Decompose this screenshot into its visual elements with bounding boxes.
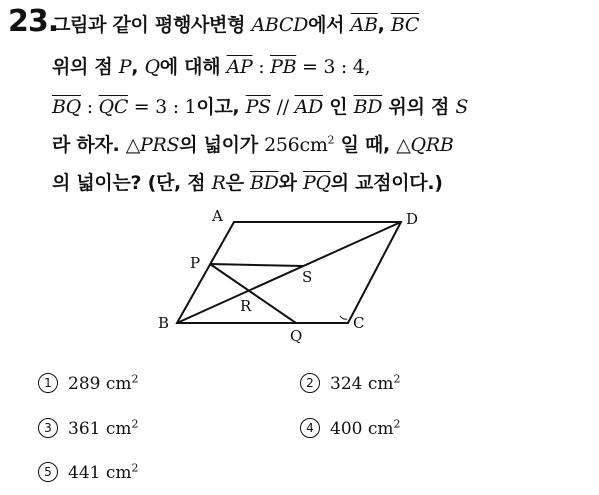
area-value: 256 [264, 134, 300, 156]
segment-ad: $\overline{AD}$ [294, 96, 323, 118]
colon: : [252, 56, 271, 78]
text: 은 [225, 172, 250, 194]
segment-bd: $\overline{BD}$ [250, 172, 279, 194]
choice-value: 361 [68, 419, 101, 439]
question-number: 23. [8, 4, 59, 39]
choice-unit: cm [105, 463, 132, 483]
choice-unit: cm [367, 374, 394, 394]
text: 에서 [308, 14, 351, 36]
question-line-2 [52, 52, 370, 79]
segment-ps-line [210, 264, 303, 266]
question-line-5 [52, 168, 443, 195]
segment-bd: $\overline{BD}$ [353, 96, 383, 118]
diagonal-bd [177, 222, 401, 323]
point-s: S [455, 96, 469, 118]
choice-3[interactable] [38, 418, 139, 439]
choice-unit: cm [367, 419, 394, 439]
choice-number: 2 [300, 373, 320, 393]
text: 와 [278, 172, 303, 194]
text: 일 때, △ [334, 134, 411, 156]
point-q: Q [144, 56, 160, 78]
choice-4[interactable] [300, 418, 401, 439]
unit-exponent: 2 [327, 133, 335, 147]
choice-unit: cm [105, 419, 132, 439]
angle-mark-c [340, 316, 347, 319]
question-line-4 [52, 130, 454, 157]
text: , [377, 14, 391, 36]
choice-exponent: 2 [131, 417, 139, 431]
text: 위의 점 [52, 56, 119, 78]
question-line-3 [52, 92, 468, 119]
choice-value: 324 [330, 374, 363, 394]
segment-qc: $\overline{QC}$ [98, 96, 129, 118]
label-d: D [406, 210, 419, 228]
label-b: B [158, 314, 170, 332]
choice-value: 400 [330, 419, 363, 439]
parallelogram-figure [150, 208, 430, 343]
text: 에 대해 [159, 56, 227, 78]
choice-number: 3 [38, 418, 58, 438]
choice-exponent: 2 [393, 417, 401, 431]
label-a: A [212, 208, 223, 225]
segment-ab: $\overline{AB}$ [350, 14, 378, 36]
segment-ps: $\overline{PS}$ [245, 96, 271, 118]
label-p: P [190, 254, 201, 272]
unit: cm [299, 134, 328, 156]
point-r: R [211, 172, 226, 194]
text: 그림과 같이 평행사변형 [52, 14, 252, 36]
choice-number: 4 [300, 418, 320, 438]
text: 의 넓이가 [179, 134, 265, 156]
choice-number: 5 [38, 462, 58, 482]
choice-value: 441 [68, 463, 101, 483]
choice-5[interactable] [38, 462, 139, 483]
choice-unit: cm [105, 374, 132, 394]
text: 라 하자. △ [52, 134, 141, 156]
point-p: P [118, 56, 132, 78]
label-c: C [353, 314, 365, 332]
text: 인 [322, 96, 354, 118]
segment-pq-line [210, 264, 296, 323]
choice-1[interactable] [38, 373, 139, 394]
text: 위의 점 [382, 96, 456, 118]
choice-2[interactable] [300, 373, 401, 394]
text: 의 넓이는? (단, 점 [52, 172, 212, 194]
choice-number: 1 [38, 373, 58, 393]
colon: : [80, 96, 99, 118]
segment-bc: $\overline{BC}$ [390, 14, 420, 36]
parallel-symbol: // [270, 96, 295, 118]
triangle-prs: PRS [140, 134, 180, 156]
label-s: S [302, 268, 313, 286]
label-q: Q [290, 327, 303, 343]
triangle-qrb: QRB [410, 134, 454, 156]
segment-bq: $\overline{BQ}$ [52, 96, 81, 118]
ratio: = 3 : 1 [128, 96, 197, 118]
label-r: R [240, 297, 252, 315]
choice-exponent: 2 [393, 372, 401, 386]
choice-value: 289 [68, 374, 101, 394]
text: 이고, [196, 96, 246, 118]
choice-exponent: 2 [131, 372, 139, 386]
segment-pb: $\overline{PB}$ [270, 56, 297, 78]
text: , [131, 56, 145, 78]
segment-ap: $\overline{AP}$ [226, 56, 253, 78]
math-abcd: ABCD [251, 14, 309, 36]
segment-pq: $\overline{PQ}$ [302, 172, 331, 194]
question-line-1 [52, 10, 419, 37]
ratio: = 3 : 4, [296, 56, 371, 78]
text: 의 교점이다.) [330, 172, 443, 194]
choice-exponent: 2 [131, 461, 139, 475]
